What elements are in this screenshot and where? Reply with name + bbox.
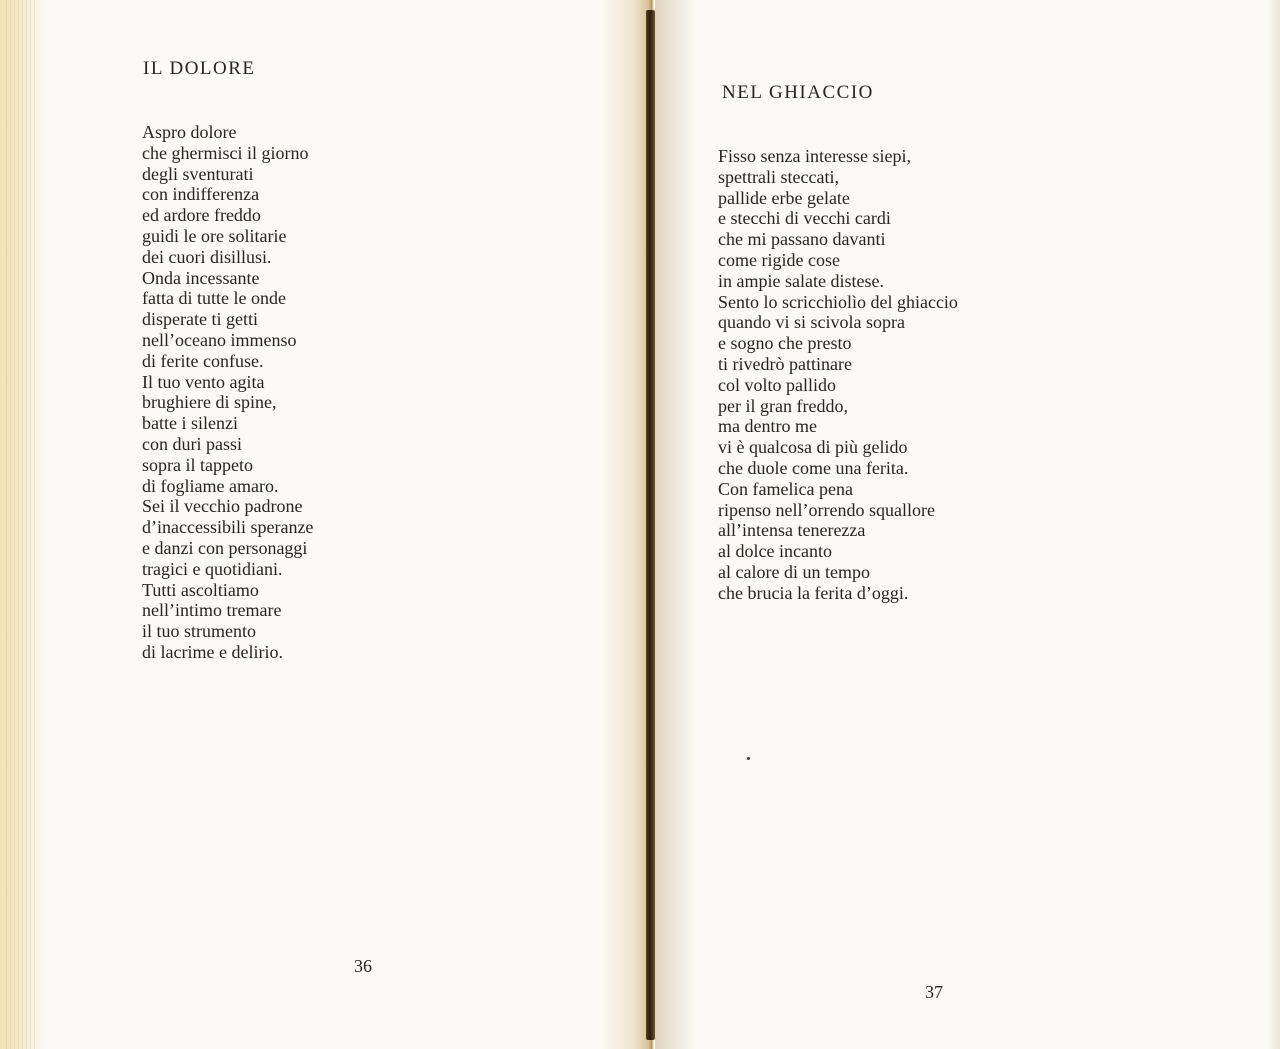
poem-line: al dolce incanto [718,541,832,562]
poem-line: che brucia la ferita d’oggi. [718,582,909,603]
poem-line: che mi passano davanti [718,229,886,250]
poem-line: spettrali steccati, [718,166,839,187]
poem-line: con duri passi [142,433,242,454]
page-number: 37 [925,982,943,1002]
poem-line: brughiere di spine, [142,392,277,413]
poem-line: Fisso senza interesse siepi, [718,146,911,166]
poem-line: che ghermisci il giorno [142,142,309,163]
poem-line: ripenso nell’orrendo squallore [718,499,935,520]
poem-line: Sento lo scricchiolìo del ghiaccio [718,291,958,312]
poem-line: Sei il vecchio padrone [142,496,303,517]
poem-line: Tutti ascoltiamo [142,579,259,600]
poem-line: al calore di un tempo [718,561,870,582]
poem-title: NEL GHIACCIO [722,82,874,103]
poem-line: pallide erbe gelate [718,187,850,208]
ink-speck [747,757,750,760]
poem-line: Onda incessante [142,267,260,288]
poem-line: di ferite confuse. [142,350,264,371]
poem-line: e danzi con personaggi [142,537,308,558]
poem-line: Aspro dolore [142,122,237,142]
poem-line: e stecchi di vecchi cardi [718,208,891,229]
poem-line: ed ardore freddo [142,205,261,226]
poem-line: il tuo strumento [142,621,256,642]
page-number: 36 [354,956,372,976]
poem-line: tragici e quotidiani. [142,558,283,579]
poem-line: sopra il tappeto [142,454,253,475]
poem-line: dei cuori disillusi. [142,246,272,267]
poem-line: per il gran freddo, [718,395,848,416]
poem-line: degli sventurati [142,163,254,184]
poem-line: come rigide cose [718,249,840,270]
poem-line: disperate ti getti [142,309,258,330]
poem-line: con indifferenza [142,184,260,205]
poem-line: Con famelica pena [718,478,853,499]
poem-line: guidi le ore solitarie [142,225,287,246]
right-page [660,0,1280,1049]
poem-line: batte i silenzi [142,413,238,434]
poem-line: e sogno che presto [718,333,852,354]
poem-line: che duole come una ferita. [718,457,909,478]
poem-line: di fogliame amaro. [142,475,279,496]
poem-line: ma dentro me [718,416,817,437]
poem-line: di lacrime e delirio. [142,641,283,662]
poem-text [142,122,313,663]
poem-line: all’intensa tenerezza [718,520,866,541]
poem-line: d’inaccessibili speranze [142,517,314,538]
poem-title: IL DOLORE [143,58,256,79]
poem-line: Il tuo vento agita [142,371,265,392]
poem-line: nell’oceano immenso [142,329,297,350]
poem-line: ti rivedrò pattinare [718,353,852,374]
poem-line: nell’intimo tremare [142,600,282,621]
poem-line: fatta di tutte le onde [142,288,286,309]
book-spine [646,10,655,1040]
poem-text [718,146,958,604]
poem-line: quando vi si scivola sopra [718,312,905,333]
poem-line: in ampie salate distese. [718,270,884,291]
poem-line: col volto pallido [718,374,836,395]
poem-line: vi è qualcosa di più gelido [718,437,908,458]
